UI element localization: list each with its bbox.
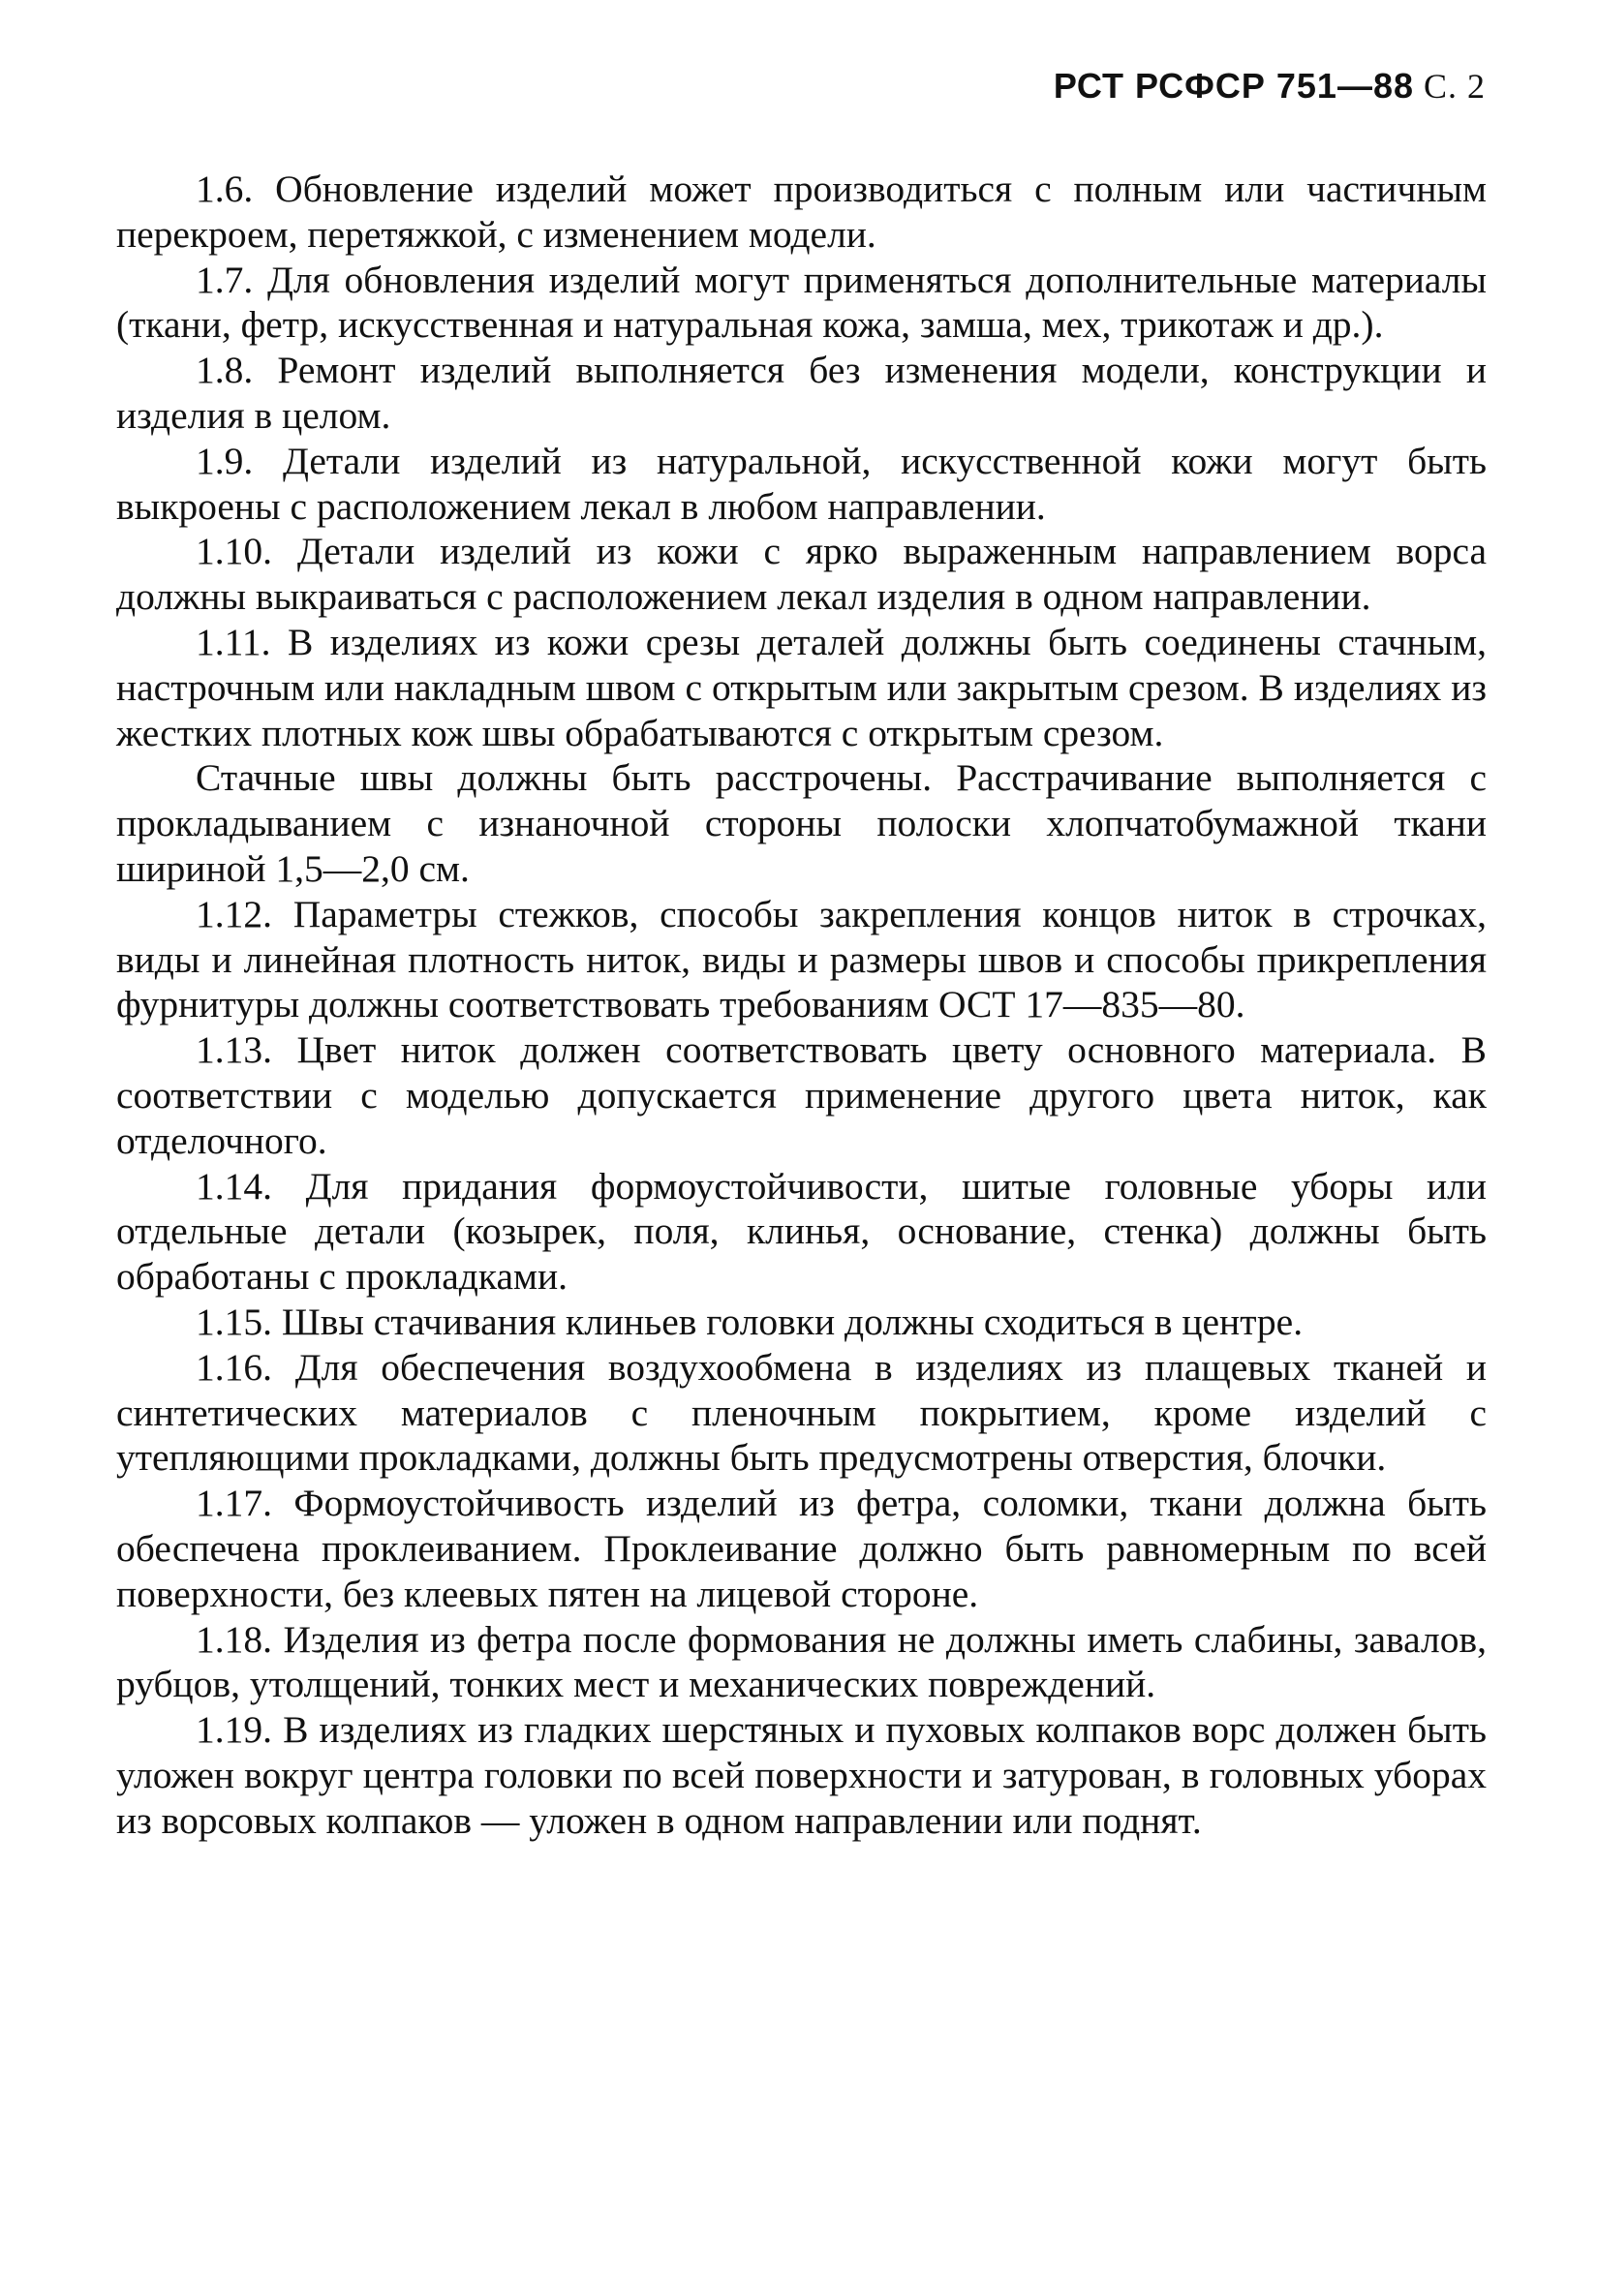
paragraph-1-9: 1.9. Детали изделий из натуральной, искусственной кожи могут быть выкроены с расположением лекал в любом направлении. <box>116 439 1487 528</box>
paragraph-1-10: 1.10. Детали изделий из кожи с ярко выраженным направлением ворса должны выкраиваться с расположением лекал изделия в одном направлении. <box>116 530 1487 619</box>
paragraph-1-12: 1.12. Параметры стежков, способы закрепления концов ниток в строчках, виды и линейная плотность ниток, виды и размеры швов и способы прикрепления фурнитуры должны соответствовать требованиям ОСТ 17—835—80. <box>116 892 1487 1026</box>
page-header <box>1054 66 1486 107</box>
paragraph-1-14: 1.14. Для придания формоустойчивости, шитые головные уборы или отдельные детали (козырек, поля, клинья, основание, стенка) должны быть обработаны с прокладками. <box>116 1164 1487 1299</box>
paragraph-1-11-continued: Стачные швы должны быть расстрочены. Расстрачивание выполняется с прокладыванием с изнаночной стороны полоски хлопчатобумажной ткани шириной 1,5—2,0 см. <box>116 756 1487 890</box>
paragraph-1-8: 1.8. Ремонт изделий выполняется без изменения модели, конструкции и изделия в целом. <box>116 349 1487 437</box>
standard-designation: РСТ РСФСР 751—88 <box>1053 66 1414 106</box>
paragraph-1-18: 1.18. Изделия из фетра после формования не должны иметь слабины, завалов, рубцов, утолщений, тонких мест и механических повреждений. <box>116 1617 1487 1706</box>
paragraph-1-6: 1.6. Обновление изделий может производиться с полным или частичным перекроем, перетяжкой, с изменением модели. <box>116 168 1487 256</box>
paragraph-1-7: 1.7. Для обновления изделий могут применяться дополнительные материалы (ткани, фетр, искусственная и натуральная кожа, замша, мех, трикотаж и др.). <box>116 258 1487 347</box>
paragraph-1-15: 1.15. Швы стачивания клиньев головки должны сходиться в центре. <box>196 1300 1304 1343</box>
page-number: С. 2 <box>1423 67 1486 106</box>
paragraph-1-13: 1.13. Цвет ниток должен соответствовать цвету основного материала. В соответствии с моделью допускается применение другого цвета ниток, как отделочного. <box>116 1028 1487 1162</box>
document-body <box>116 167 1487 1843</box>
paragraph-1-16: 1.16. Для обеспечения воздухообмена в изделиях из плащевых тканей и синтетических материалов с пленочным покрытием, кроме изделий с утепляющими прокладками, должны быть предусмотрены отверстия, блочки. <box>116 1345 1487 1480</box>
paragraph-1-11: 1.11. В изделиях из кожи срезы деталей должны быть соединены стачным, настрочным или накладным швом с открытым или закрытым срезом. В изделиях из жестких плотных кож швы обрабатываются с открытым срезом. <box>116 620 1487 754</box>
paragraph-1-19: 1.19. В изделиях из гладких шерстяных и пуховых колпаков ворс должен быть уложен вокруг центра головки по всей поверхности и затурован, в головных уборах из ворсовых колпаков — уложен в одном направлении или поднят. <box>116 1708 1487 1842</box>
paragraph-1-17: 1.17. Формоустойчивость изделий из фетра, соломки, ткани должна быть обеспечена проклеиванием. Проклеивание должно быть равномерным по всей поверхности, без клеевых пятен на лицевой стороне. <box>116 1482 1487 1615</box>
